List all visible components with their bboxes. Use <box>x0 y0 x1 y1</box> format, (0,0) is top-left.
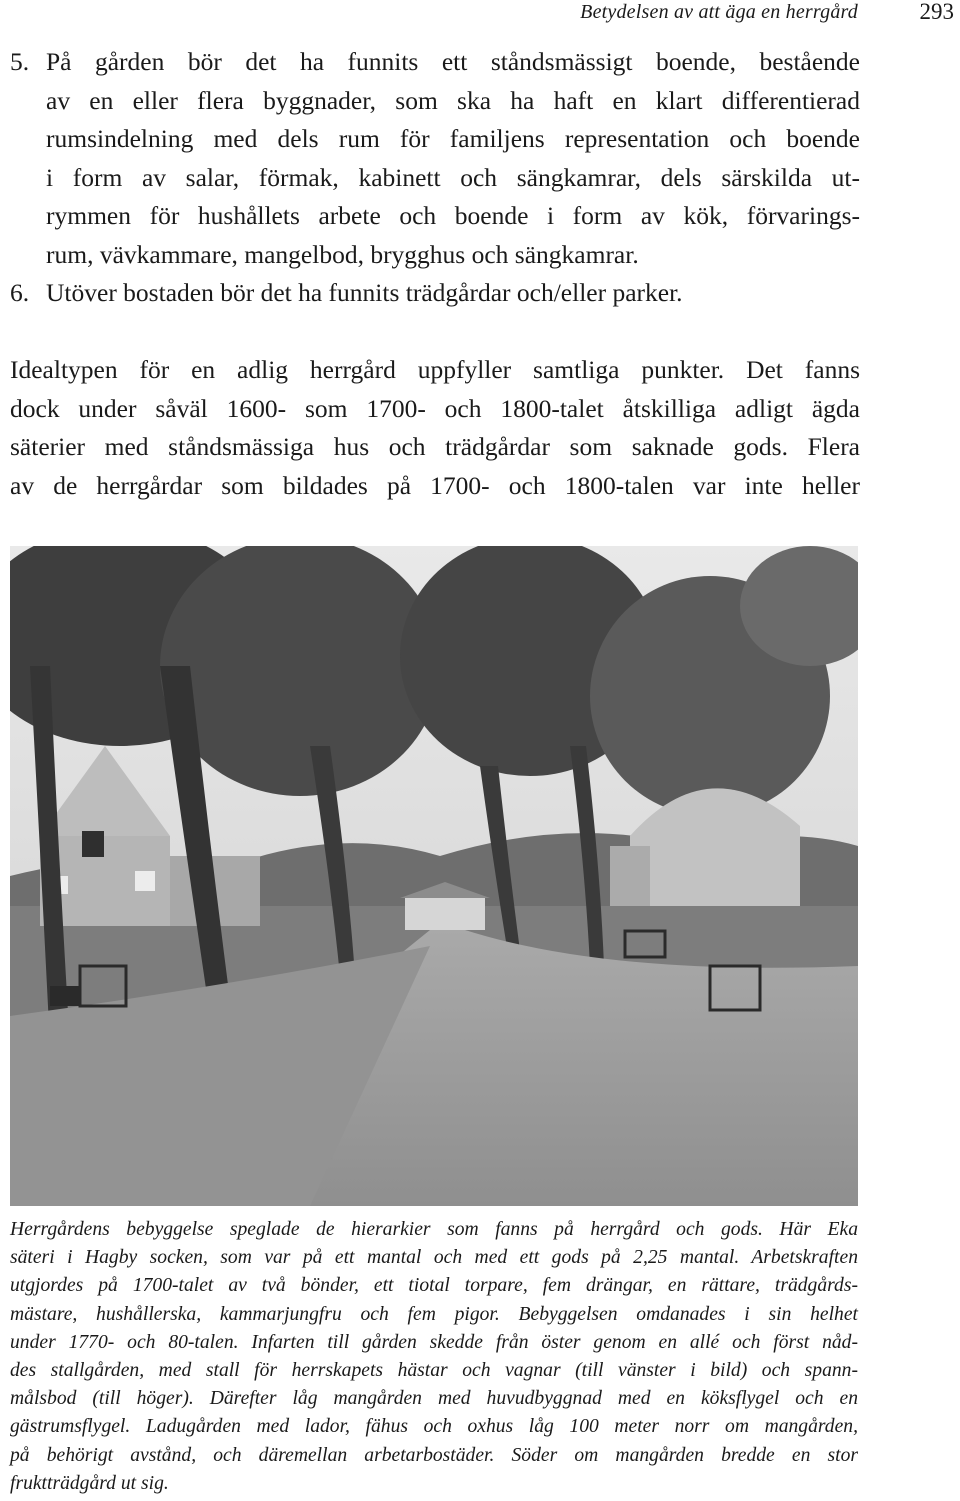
barn-left-hatch <box>82 831 104 857</box>
figure-caption <box>10 1216 858 1498</box>
criteria-list <box>10 43 860 313</box>
paragraph-line: Idealtypen för en adlig herrgård uppfyller samtliga punkter. Det fanns <box>10 355 860 384</box>
caption-line: på behörigt avstånd, och däremellan arbetarbostäder. Söder om mangården bredde en stor <box>10 1444 858 1466</box>
small-sign <box>50 986 80 1006</box>
list-line: i form av salar, förmak, kabinett och sängkamrar, dels särskilda ut- <box>46 162 860 192</box>
body-paragraph <box>10 351 860 505</box>
list-line: av en eller flera byggnader, som ska ha haft en klart differentierad <box>46 85 860 115</box>
list-number: 6. <box>10 278 30 307</box>
barn-left-window <box>135 871 155 891</box>
list-line: rumsindelning med dels rum för familjens representation och boende <box>46 124 860 153</box>
caption-line: Herrgårdens bebyggelse speglade de hierarkier som fanns på herrgård och gods. Här Eka <box>10 1219 858 1240</box>
caption-line: gästrumsflygel. Ladugården med lador, fähus och oxhus låg 100 meter norr om mangården, <box>10 1416 858 1438</box>
caption-line: säteri i Hagby socken, som var på ett mantal och med ett gods på 2,25 mantal. Arbetskraften <box>10 1247 858 1269</box>
caption-line: des stallgården, med stall för herrskapets hästar och vagnar (till vänster i bild) och spann- <box>10 1360 858 1382</box>
page-number: 293 <box>919 0 954 24</box>
list-line: rum, vävkammare, mangelbod, brygghus och sängkamrar. <box>46 239 639 269</box>
paragraph-line: av de herrgårdar som bildades på 1700- och 1800-talen var inte heller <box>10 470 860 500</box>
caption-line: målsbod (till höger). Därefter låg mangården med huvudbyggnad med en köksflygel och en <box>10 1388 858 1410</box>
list-item-6 <box>10 274 860 313</box>
main-house <box>405 898 485 930</box>
manor-photograph <box>10 546 858 1206</box>
manor-photo-illustration <box>10 546 858 1206</box>
caption-line: utgjordes på 1700-talet av två bönder, ett tiotal torpare, fem drängar, en rättare, trädgårds- <box>10 1275 858 1297</box>
running-title: Betydelsen av att äga en herrgård <box>580 1 858 23</box>
paragraph-line: säterier med ståndsmässiga hus och trädgårdar som saknade gods. Flera <box>10 432 860 461</box>
running-head <box>0 0 960 28</box>
caption-line: under 1770- och 80-talen. Infarten till gården skedde från öster genom en allé och först nåd- <box>10 1331 858 1353</box>
caption-line: fruktträdgård ut sig. <box>10 1472 169 1494</box>
caption-line: mästare, hushållerska, kammarjungfru och fem pigor. Bebyggelsen omdanades i sin helhet <box>10 1303 858 1325</box>
barn-right-wall <box>610 846 650 906</box>
list-line: 5. På gården bör det ha funnits ett ståndsmässigt boende, bestående <box>10 43 860 82</box>
list-line: rymmen för hushållets arbete och boende i form av kök, förvarings- <box>46 201 860 230</box>
paragraph-line: dock under såväl 1600- som 1700- och 1800-talet åtskilliga adligt ägda <box>10 393 860 423</box>
list-number: 5. <box>10 47 30 76</box>
list-line: 6. Utöver bostaden bör det ha funnits trädgårdar och/eller parker. <box>10 274 860 313</box>
tree-canopy <box>160 546 440 796</box>
list-item-5 <box>10 43 860 274</box>
